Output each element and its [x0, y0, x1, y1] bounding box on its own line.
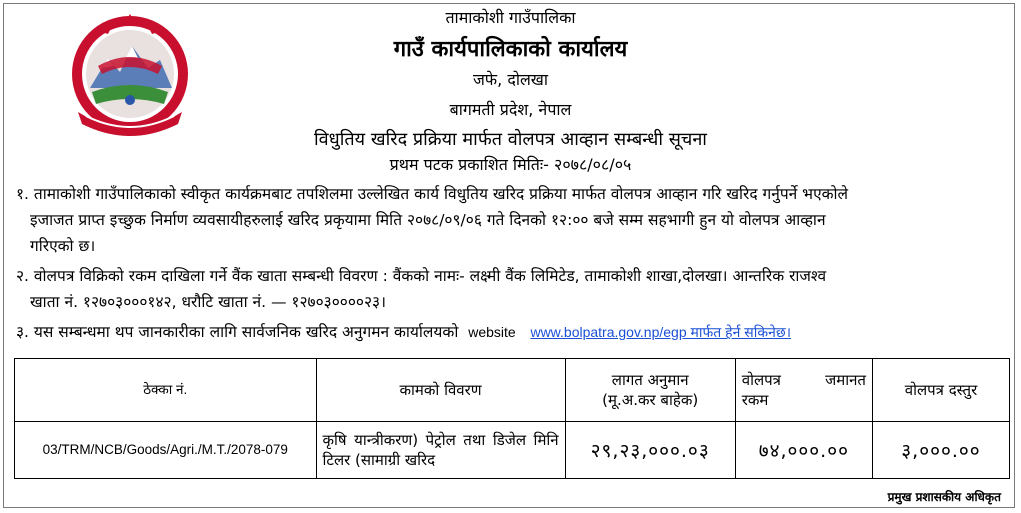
publish-date: प्रथम पटक प्रकाशित मितिः- २०७८/०८/०५ — [389, 155, 632, 174]
header-cost-estimate-line-1: लागत अनुमान — [611, 371, 689, 389]
tender-table — [14, 358, 1010, 479]
paragraph-3-text: ३. यस सम्बन्धमा थप जानकारीका लागि सार्वजनिक खरिद अनुगमन कार्यालयको — [16, 323, 459, 341]
header-cost-estimate — [565, 359, 735, 422]
cell-cost-estimate: २९,२३,०००.०३ — [565, 422, 735, 479]
paragraph-2 — [16, 263, 1010, 315]
office-address: जफे, दोलखा — [472, 70, 549, 89]
office-name: गाउँ कार्यपालिकाको कार्यालय — [393, 37, 628, 62]
header-bid-security-word-2: जमानत — [825, 371, 866, 389]
website-label: website — [468, 324, 516, 340]
header-bid-security-word-1: वोलपत्र — [741, 371, 781, 389]
header-cost-estimate-line-2: (मू.अ.कर बाहेक) — [602, 391, 699, 409]
header-bid-security-line-2: रकम — [741, 391, 769, 409]
header-bid-fee: वोलपत्र दस्तुर — [872, 359, 1009, 422]
paragraph-1 — [16, 181, 1010, 259]
cell-contract-no: 03/TRM/NCB/Goods/Agri./M.T./2078-079 — [15, 422, 317, 479]
header-bid-security-line-1 — [742, 370, 866, 390]
header-contract-no: ठेक्का नं. — [15, 359, 317, 422]
cell-bid-security: ७४,०००.०० — [735, 422, 872, 479]
paragraph-1-line-3: गरिएको छ। — [30, 237, 96, 255]
paragraph-2-line-1: २. वोलपत्र विक्रिको रकम दाखिला गर्ने वैंक खाता सम्बन्धी विवरण : वैंकको नामः- लक्ष्मी वैंक लिमिटेड, तामाकोशी शाखा,दोलखा। आन्तरिक राजश्व — [16, 267, 827, 285]
paragraph-2-line-2: खाता नं. १२७०३०००१४२, धरौटि खाता नं. — १२७०३००००२३। — [30, 293, 386, 311]
paragraph-1-line-1: १. तामाकोशी गाउँपालिकाको स्वीकृत कार्यक्रमबाट तपशिलमा उल्लेखित कार्य विधुतिय खरिद प्रक्रिया मार्फत वोलपत्र आव्हान गरि खरिद गर्नुपर्ने भएकोले — [16, 185, 849, 203]
bolpatra-link[interactable]: www.bolpatra.gov.np/egp मार्फत हेर्न सकिनेछ। — [530, 324, 792, 340]
table-header-row — [15, 359, 1010, 422]
cell-description: कृषि यान्त्रीकरण) पेट्रोल तथा डिजेल मिनि टिलर (सामाग्री खरिद — [316, 422, 565, 479]
header-description: कामको विवरण — [316, 359, 565, 422]
paragraph-3 — [16, 319, 1010, 345]
municipality-name: तामाकोशी गाउँपालिका — [445, 8, 576, 27]
province-country: बागमती प्रदेश, नेपाल — [449, 100, 572, 119]
table-row — [15, 422, 1010, 479]
notice-title: विधुतिय खरिद प्रक्रिया मार्फत वोलपत्र आव्हान सम्बन्धी सूचना — [314, 129, 707, 150]
cell-bid-fee: ३,०००.०० — [872, 422, 1009, 479]
paragraph-1-line-2: इजाजत प्राप्त इच्छुक निर्माण व्यवसायीहरुलाई खरिद प्रकृयामा मिति २०७८/०९/०६ गते दिनको १२:०० बजे सम्म सहभागी हुन यो वोलपत्र आव्हान — [30, 211, 826, 229]
signature-title: प्रमुख प्रशासकीय अधिकृत — [887, 490, 1001, 504]
header-bid-security — [735, 359, 872, 422]
